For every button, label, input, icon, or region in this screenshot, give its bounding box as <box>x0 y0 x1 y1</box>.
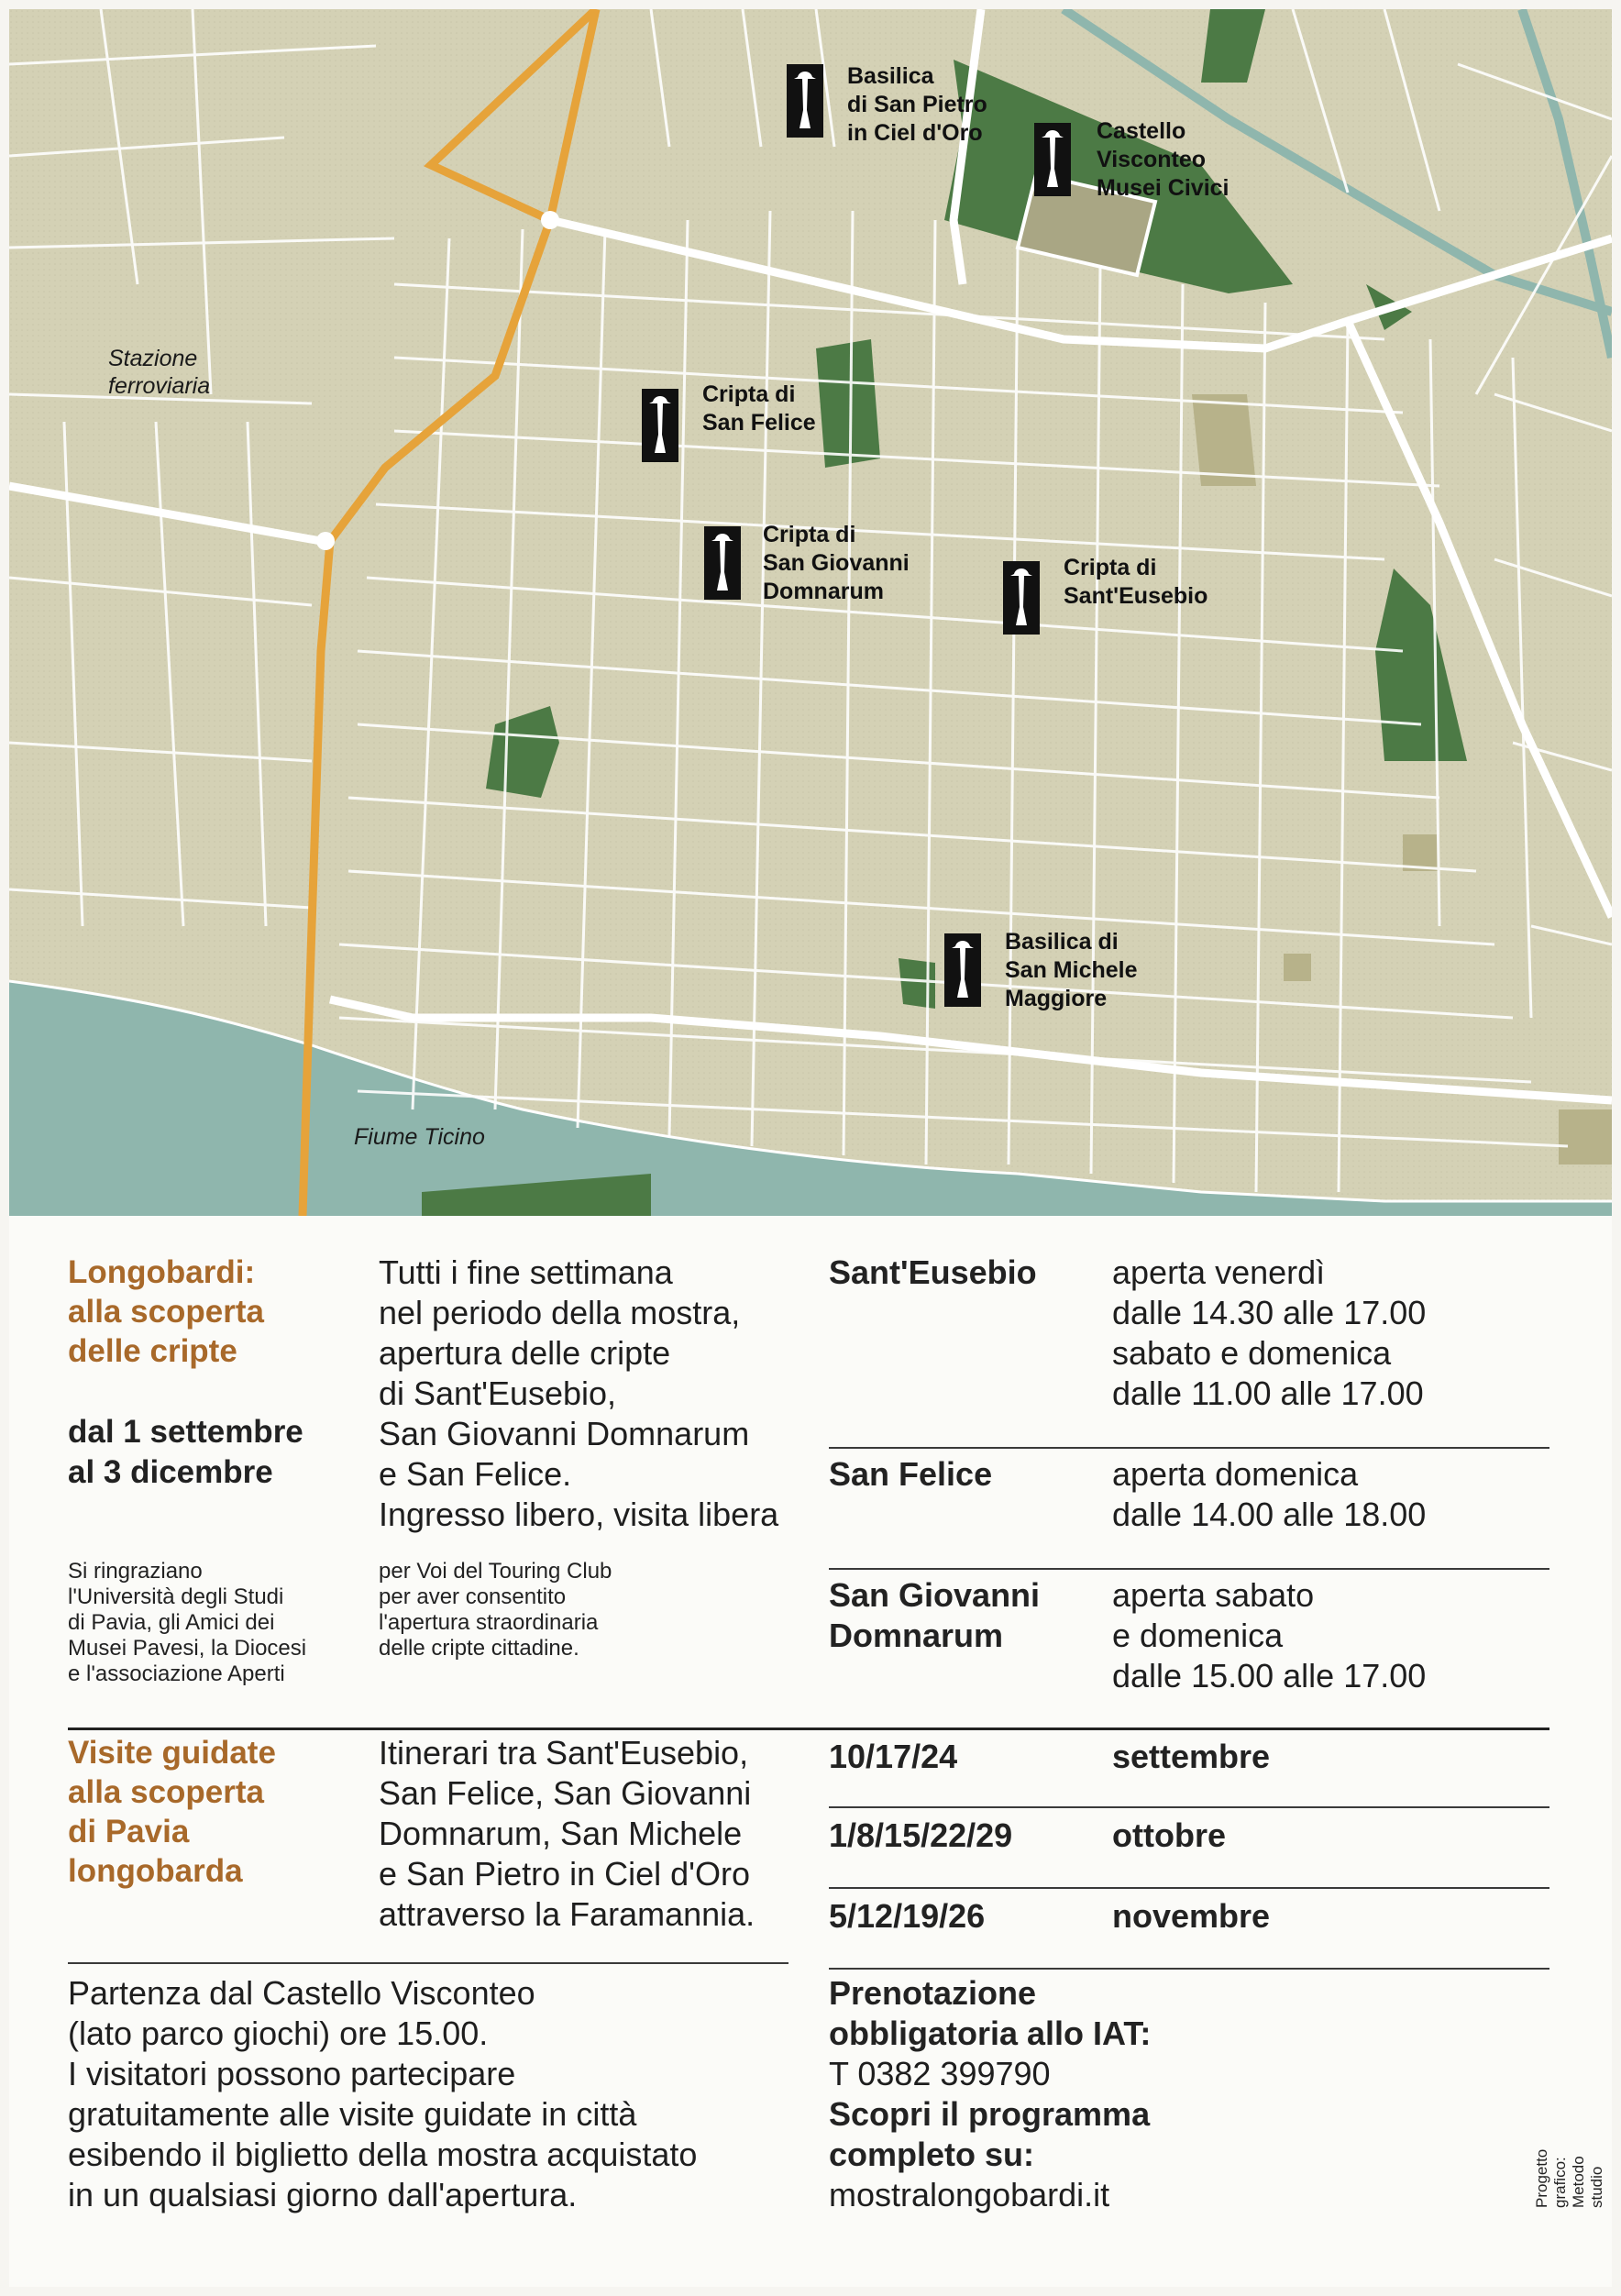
church-marker-icon[interactable] <box>944 933 981 1007</box>
visite-itinerary: Itinerari tra Sant'Eusebio, San Felice, San Giovanni Domnarum, San Michele e San Pietro in Ciel d'Oro attraverso la Faramannia. <box>379 1734 755 1933</box>
church-marker-icon[interactable] <box>1003 561 1040 635</box>
section-divider <box>68 1728 1549 1730</box>
city-map[interactable] <box>9 9 1612 1216</box>
design-credit: Progetto grafico: Metodo studio <box>1533 2148 1605 2208</box>
church-marker-icon[interactable] <box>1034 123 1071 196</box>
poi-cripta-sant-eusebio[interactable]: Cripta di Sant'Eusebio <box>1064 555 1208 609</box>
poi-basilica-san-pietro[interactable]: Basilica di San Pietro in Ciel d'Oro <box>847 63 987 146</box>
divider <box>829 1887 1549 1889</box>
thanks-left: Si ringraziano l'Università degli Studi di Pavia, gli Amici dei Musei Pavesi, la Diocesi e l'associazione Aperti <box>68 1559 307 1686</box>
departure-info: Partenza dal Castello Visconteo (lato parco giochi) ore 15.00. I visitatori possono partecipare gratuitamente alle visite guidate in città esibendo il biglietto della mostra acquistato in un qualsiasi giorno dall'apertura. <box>68 1974 698 2213</box>
label-stazione: Stazione ferroviaria <box>108 346 211 399</box>
dates-month-novembre: novembre <box>1112 1897 1271 1935</box>
booking-phone[interactable]: T 0382 399790 <box>829 2055 1051 2092</box>
church-marker-icon[interactable] <box>787 64 823 138</box>
dates-days-settembre: 10/17/24 <box>829 1738 958 1775</box>
dates-days-ottobre: 1/8/15/22/29 <box>829 1816 1013 1854</box>
poi-basilica-san-michele[interactable]: Basilica di San Michele Maggiore <box>1005 929 1138 1011</box>
website-link[interactable]: mostralongobardi.it <box>829 2176 1110 2213</box>
dates-month-settembre: settembre <box>1112 1738 1271 1775</box>
church-marker-icon[interactable] <box>704 526 741 600</box>
cripte-dates: dal 1 settembre al 3 dicembre <box>68 1414 303 1490</box>
dates-month-ottobre: ottobre <box>1112 1816 1226 1854</box>
visite-title: Visite guidate alla scoperta di Pavia longobarda <box>68 1735 276 1889</box>
program-title: Scopri il programma completo su: <box>829 2095 1151 2173</box>
cripte-description: Tutti i fine settimana nel periodo della mostra, apertura delle cripte di Sant'Eusebio, San Giovanni Domnarum e San Felice. Ingresso libero, visita libera <box>379 1253 779 1533</box>
schedule-name-san-felice: San Felice <box>829 1455 993 1493</box>
schedule-name-san-giovanni: San Giovanni Domnarum <box>829 1576 1041 1654</box>
church-marker-icon[interactable] <box>642 389 678 462</box>
poi-cripta-san-giovanni[interactable]: Cripta di San Giovanni Domnarum <box>763 522 910 604</box>
schedule-hours-sant-eusebio: aperta venerdì dalle 14.30 alle 17.00 sabato e domenica dalle 11.00 alle 17.00 <box>1112 1253 1427 1412</box>
divider <box>829 1806 1549 1808</box>
divider <box>829 1447 1549 1449</box>
divider <box>829 1568 1549 1570</box>
schedule-hours-san-giovanni: aperta sabato e domenica dalle 15.00 alle 17.00 <box>1112 1576 1427 1694</box>
schedule-hours-san-felice: aperta domenica dalle 14.00 alle 18.00 <box>1112 1455 1427 1533</box>
booking-title: Prenotazione obbligatoria allo IAT: <box>829 1974 1152 2052</box>
dates-days-novembre: 5/12/19/26 <box>829 1897 986 1935</box>
schedule-name-sant-eusebio: Sant'Eusebio <box>829 1253 1037 1291</box>
divider <box>68 1962 788 1964</box>
cripte-title: Longobardi: alla scoperta delle cripte <box>68 1254 264 1369</box>
thanks-right: per Voi del Touring Club per aver consentito l'apertura straordinaria delle cripte cittadine. <box>379 1559 612 1661</box>
label-fiume-ticino: Fiume Ticino <box>354 1124 485 1150</box>
poi-cripta-san-felice[interactable]: Cripta di San Felice <box>702 381 816 436</box>
poi-castello-visconteo[interactable]: Castello Visconteo Musei Civici <box>1097 118 1230 201</box>
divider <box>829 1968 1549 1970</box>
